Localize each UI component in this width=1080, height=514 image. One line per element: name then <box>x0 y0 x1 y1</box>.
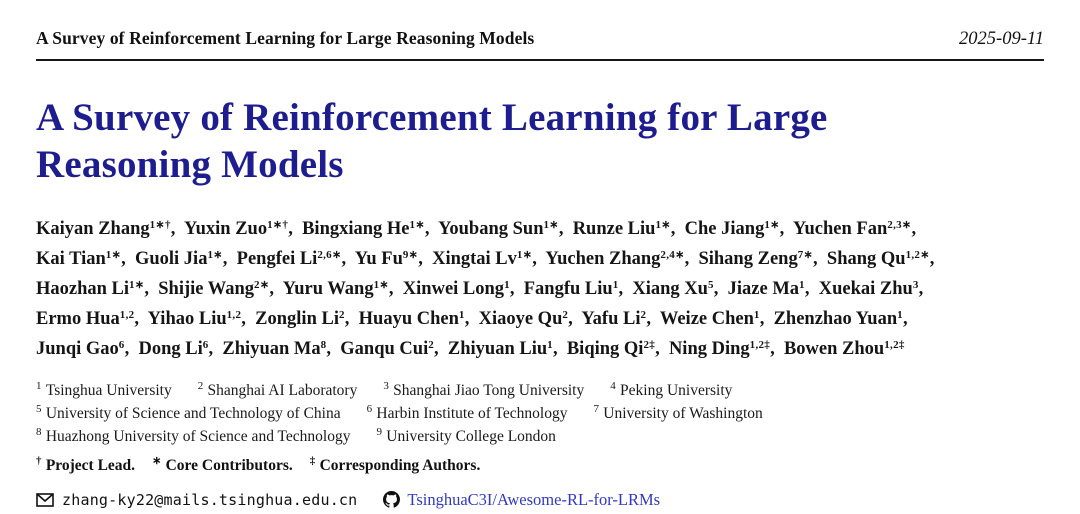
author <box>581 309 659 329</box>
author-superscript: 3 <box>912 278 919 291</box>
affiliation-line <box>36 379 1044 402</box>
author-name: Biqing Qi <box>566 338 644 359</box>
author <box>135 249 237 269</box>
author-separator: , <box>779 218 793 239</box>
author-separator: , <box>532 248 546 269</box>
author-superscript: 2 <box>640 308 647 321</box>
author-separator: , <box>509 278 524 299</box>
author <box>545 249 698 269</box>
author-separator: , <box>121 248 135 269</box>
contribution-notes <box>36 454 1044 475</box>
author-superscript: 1 <box>504 278 510 291</box>
author-superscript: 1 <box>458 308 465 321</box>
author-name: Pengfei Li <box>236 248 318 269</box>
author-name: Yuru Wang <box>282 278 374 299</box>
author-superscript: 8 <box>320 338 327 351</box>
author-separator: , <box>241 308 256 329</box>
author <box>255 309 359 329</box>
affiliation-name: Harbin Institute of Technology <box>376 404 568 422</box>
author-superscript: 6 <box>202 338 209 351</box>
author-name: Weize Chen <box>659 308 754 329</box>
author-superscript: 1∗ <box>655 218 671 231</box>
running-head-title: A Survey of Reinforcement Learning for Large Reasoning Models <box>36 28 535 48</box>
author <box>448 339 567 359</box>
author-superscript: 1 <box>897 308 903 321</box>
author-superscript: 1∗ <box>516 248 533 261</box>
affiliation-name: University of Science and Technology of China <box>45 404 341 422</box>
author <box>36 339 138 359</box>
author-superscript: 1∗ <box>543 218 559 231</box>
author-superscript: 1 <box>547 338 553 351</box>
contribution-note <box>152 454 293 474</box>
author-superscript: 1∗ <box>129 278 145 291</box>
author <box>302 219 438 239</box>
author-superscript: 1,2‡ <box>884 338 905 351</box>
author-separator: , <box>558 218 573 239</box>
paper-title-line2: Reasoning Models <box>36 142 344 186</box>
author <box>573 219 685 239</box>
author-separator: , <box>770 338 784 359</box>
author <box>283 279 403 299</box>
affiliation-superscript: 9 <box>376 426 383 439</box>
author-name: Shijie Wang <box>158 278 255 299</box>
contribution-note <box>36 454 136 474</box>
author-name: Fangfu Liu <box>523 278 613 299</box>
author <box>184 219 302 239</box>
author-name: Ganqu Cui <box>340 338 429 359</box>
author-name: Zhiyuan Ma <box>222 338 321 359</box>
author-name: Yihao Liu <box>147 308 227 329</box>
author-separator: , <box>341 248 355 269</box>
author <box>403 279 524 299</box>
author-superscript: 1 <box>612 278 619 291</box>
author-separator: , <box>288 218 303 239</box>
note-text: Corresponding Authors. <box>319 456 481 474</box>
author-name: Shang Qu <box>826 248 906 269</box>
author-line <box>36 334 1044 364</box>
author-name: Sihang Zeng <box>698 248 798 269</box>
author-separator: , <box>646 308 660 329</box>
author-name: Yafu Li <box>581 308 641 329</box>
author-name: Ermo Hua <box>36 308 120 329</box>
author-separator: , <box>804 278 819 299</box>
affiliation-superscript: 6 <box>366 403 373 416</box>
affiliation-superscript: 2 <box>197 380 204 393</box>
affiliation <box>36 382 172 399</box>
author-superscript: 1∗† <box>267 218 289 231</box>
affiliation-name: Shanghai Jiao Tong University <box>393 381 585 399</box>
author <box>567 339 669 359</box>
contribution-note <box>309 454 481 474</box>
affiliation <box>376 428 555 445</box>
author-name: Zhiyuan Liu <box>447 338 548 359</box>
author-name: Guoli Jia <box>134 248 208 269</box>
author <box>148 309 256 329</box>
author-name: Dong Li <box>138 338 203 359</box>
author-superscript: 1∗ <box>207 248 223 261</box>
author-superscript: 1,2‡ <box>749 338 771 351</box>
author <box>138 339 222 359</box>
author-name: Kaiyan Zhang <box>36 218 150 239</box>
author <box>728 279 819 299</box>
affiliation <box>610 382 732 399</box>
author <box>237 249 355 269</box>
author-separator: , <box>813 248 827 269</box>
author-name: Bowen Zhou <box>783 338 885 359</box>
affiliation <box>367 405 568 422</box>
affiliation-name: Peking University <box>620 381 733 399</box>
author-separator: , <box>134 308 148 329</box>
affiliation-line <box>36 425 1044 448</box>
author <box>36 249 135 269</box>
author-separator: , <box>222 248 237 269</box>
author-separator: , <box>929 248 939 269</box>
author-name: Xinwei Long <box>402 278 505 299</box>
author <box>632 279 727 299</box>
author-superscript: 1 <box>753 308 760 321</box>
author-superscript: 9∗ <box>402 248 419 261</box>
author-superscript: 2 <box>428 338 435 351</box>
author-superscript: 5 <box>707 278 714 291</box>
author <box>793 219 921 239</box>
author <box>524 279 633 299</box>
author-superscript: 1∗ <box>105 248 122 261</box>
author-separator: , <box>424 218 439 239</box>
author-name: Zhenzhao Yuan <box>773 308 898 329</box>
repo-link[interactable]: TsinghuaC3I/Awesome-RL-for-LRMs <box>407 489 661 509</box>
author-name: Yuchen Fan <box>792 218 888 239</box>
author-name: Yu Fu <box>354 248 403 269</box>
author-name: Youbang Sun <box>438 218 544 239</box>
author <box>660 309 774 329</box>
affiliation-superscript: 4 <box>610 380 617 393</box>
author-name: Ning Ding <box>668 338 750 359</box>
author <box>36 309 148 329</box>
paper-title-line1: A Survey of Reinforcement Learning for Large <box>36 96 828 139</box>
author-separator: , <box>124 338 139 359</box>
author-superscript: 1∗ <box>373 278 389 291</box>
author-name: Junqi Gao <box>36 338 119 359</box>
author-superscript: 1∗† <box>149 218 171 231</box>
author-superscript: 1∗ <box>409 218 425 231</box>
author-name: Zonglin Li <box>255 308 339 329</box>
affiliation-block <box>36 379 1044 448</box>
author-separator: , <box>684 248 699 269</box>
author-name: Runze Liu <box>572 218 656 239</box>
author-separator: , <box>208 338 223 359</box>
author-separator: , <box>568 308 582 329</box>
author <box>36 219 184 239</box>
header-rule <box>36 59 1044 61</box>
author-separator: , <box>713 278 728 299</box>
author-separator: , <box>388 278 403 299</box>
author <box>827 249 939 269</box>
paper-title <box>36 95 1044 189</box>
author-separator: , <box>269 278 283 299</box>
author <box>479 309 582 329</box>
author-separator: , <box>326 338 341 359</box>
author-name: Xiaoye Qu <box>478 308 563 329</box>
author <box>222 339 340 359</box>
affiliation <box>36 428 350 445</box>
author-name: Che Jiang <box>684 218 765 239</box>
affiliation <box>593 405 762 422</box>
author-line <box>36 274 1044 304</box>
author <box>669 339 784 359</box>
affiliation-line <box>36 402 1044 425</box>
affiliation-superscript: 3 <box>383 380 390 393</box>
author <box>359 309 479 329</box>
author-superscript: 1∗ <box>764 218 780 231</box>
author-name: Kai Tian <box>36 248 106 269</box>
affiliation-name: University College London <box>386 427 556 445</box>
note-text: Core Contributors. <box>165 456 293 474</box>
author-separator: , <box>344 308 359 329</box>
running-head <box>36 28 1044 50</box>
author <box>698 249 826 269</box>
note-superscript: † <box>36 454 42 467</box>
author <box>774 309 913 329</box>
author-line <box>36 244 1044 274</box>
author-separator: , <box>464 308 479 329</box>
note-superscript: ∗ <box>152 454 162 467</box>
author-separator: , <box>911 218 921 239</box>
author <box>355 249 432 269</box>
affiliation <box>383 382 584 399</box>
affiliation-name: Huazhong University of Science and Technology <box>45 427 351 445</box>
author <box>784 339 905 359</box>
affiliation-superscript: 5 <box>36 403 42 416</box>
author-superscript: 1,2 <box>119 308 135 321</box>
affiliation-name: University of Washington <box>603 404 763 422</box>
github-icon <box>383 491 400 508</box>
affiliation-superscript: 8 <box>36 426 42 439</box>
author-line <box>36 304 1044 334</box>
author-superscript: 1,2∗ <box>905 248 930 261</box>
author-name: Jiaze Ma <box>727 278 800 299</box>
author-name: Yuchen Zhang <box>545 248 661 269</box>
note-superscript: ‡ <box>309 454 316 467</box>
author <box>819 279 928 299</box>
affiliation <box>198 382 358 399</box>
author-superscript: 6 <box>118 338 125 351</box>
email-icon <box>36 493 54 507</box>
affiliation <box>36 405 341 422</box>
author-separator: , <box>144 278 159 299</box>
author-superscript: 1 <box>799 278 805 291</box>
author <box>158 279 282 299</box>
author-name: Haozhan Li <box>36 278 130 299</box>
author <box>685 219 793 239</box>
email-link[interactable]: zhang-ky22@mails.tsinghua.edu.cn <box>62 490 358 509</box>
author <box>432 249 545 269</box>
author-superscript: 2,3∗ <box>887 218 912 231</box>
author-separator: , <box>759 308 774 329</box>
author-name: Xuekai Zhu <box>818 278 913 299</box>
author-superscript: 1,2 <box>226 308 242 321</box>
author-name: Xiang Xu <box>632 278 708 299</box>
author <box>438 219 573 239</box>
affiliation-name: Shanghai AI Laboratory <box>207 381 358 399</box>
author-superscript: 2‡ <box>643 338 656 351</box>
affiliation-superscript: 1 <box>36 380 42 393</box>
author-separator: , <box>170 218 184 239</box>
author-separator: , <box>418 248 433 269</box>
author-line <box>36 214 1044 244</box>
author-separator: , <box>434 338 448 359</box>
author-superscript: 7∗ <box>797 248 814 261</box>
author-superscript: 2 <box>338 308 345 321</box>
affiliation-name: Tsinghua University <box>45 381 172 399</box>
author-name: Xingtai Lv <box>432 248 517 269</box>
author-name: Bingxiang He <box>302 218 410 239</box>
author <box>340 339 448 359</box>
author-superscript: 2 <box>562 308 569 321</box>
author-separator: , <box>618 278 633 299</box>
author-superscript: 2,6∗ <box>317 248 342 261</box>
author-block <box>36 214 1044 364</box>
author-separator: , <box>918 278 928 299</box>
author-superscript: 2,4∗ <box>660 248 685 261</box>
author-separator: , <box>902 308 913 329</box>
author-name: Yuxin Zuo <box>183 218 268 239</box>
note-text: Project Lead. <box>45 456 136 474</box>
author-separator: , <box>670 218 685 239</box>
affiliation-superscript: 7 <box>593 403 600 416</box>
author-superscript: 2∗ <box>254 278 270 291</box>
author-separator: , <box>655 338 669 359</box>
running-head-date: 2025-09-11 <box>959 29 1044 49</box>
contact-row <box>36 490 1044 510</box>
author-name: Huayu Chen <box>358 308 459 329</box>
author-separator: , <box>552 338 567 359</box>
author <box>36 279 158 299</box>
